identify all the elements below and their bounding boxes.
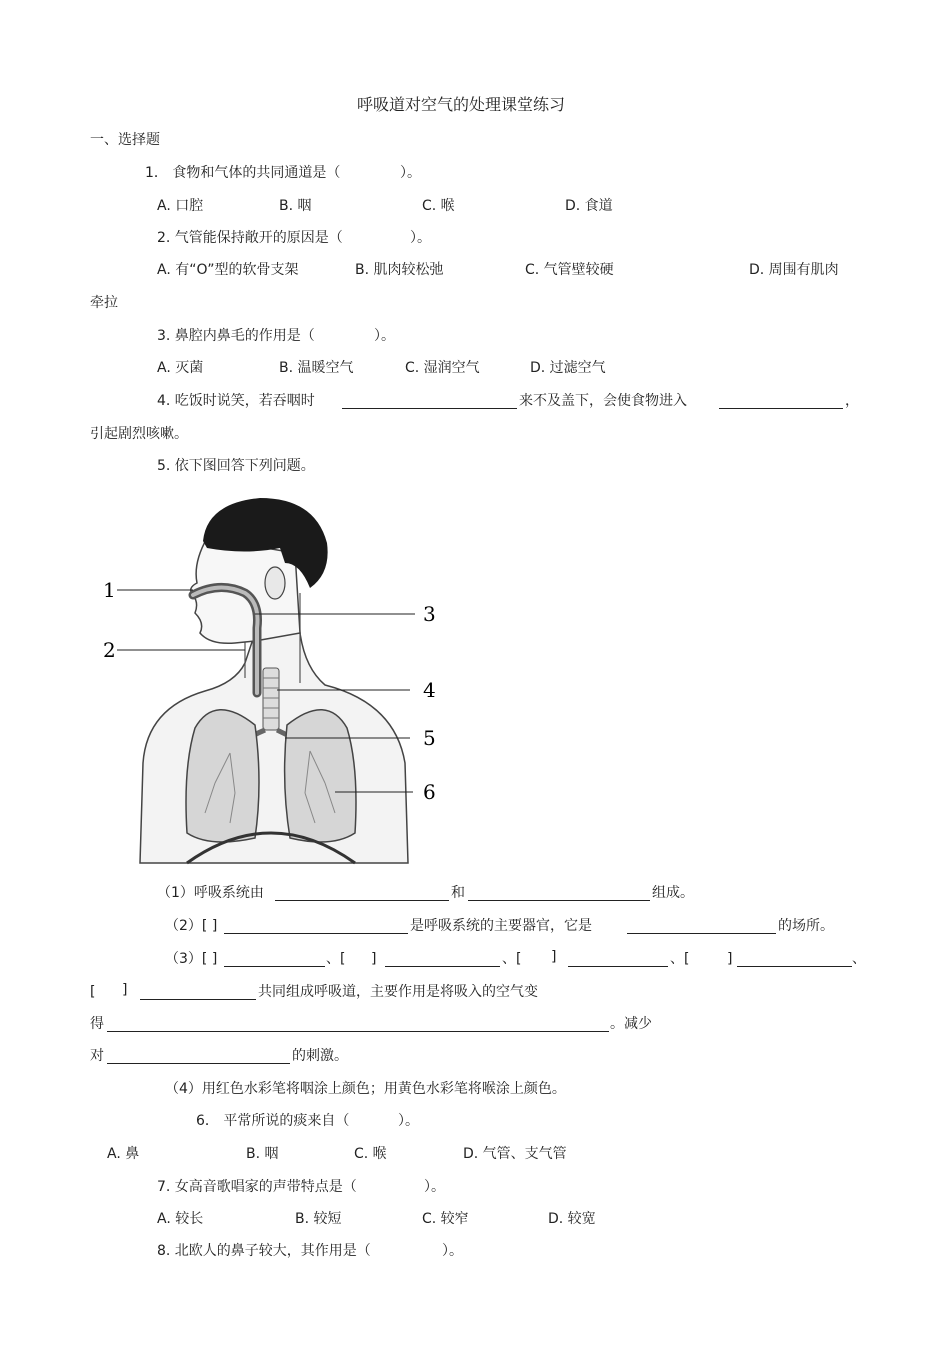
diagram-label-2: 2	[103, 638, 116, 662]
q5-sub3-blank-1[interactable]	[224, 952, 325, 967]
q5-stem: 5. 依下图回答下列问题。	[157, 458, 315, 474]
q7-option-c: C. 较窄	[422, 1211, 469, 1227]
q5-sub3-dui-end: 的刺激。	[292, 1048, 348, 1064]
q5-sub1-text-b: 和	[451, 885, 465, 901]
q5-sub3-close-2: ]	[551, 949, 557, 965]
q2-close: ）。	[410, 230, 431, 246]
diagram-label-1: 1	[103, 578, 116, 602]
q2-option-b: B. 肌肉较松弛	[355, 262, 444, 278]
q4-blank-2[interactable]	[719, 394, 843, 409]
q2-option-d-wrap: 牵拉	[90, 295, 118, 311]
q5-sub3-sep-1: 、[	[326, 951, 346, 967]
q3-stem: 3. 鼻腔内鼻毛的作用是（	[157, 328, 315, 344]
q8-stem: 8. 北欧人的鼻子较大，其作用是（	[157, 1243, 371, 1259]
q1-option-d: D. 食道	[565, 198, 613, 214]
q2-option-a: A. 有“O”型的软骨支架	[157, 262, 299, 278]
q8-close: ）。	[442, 1243, 463, 1259]
section-heading: 一、选择题	[90, 132, 160, 148]
q5-sub3-blank-6[interactable]	[107, 1017, 609, 1032]
q5-sub1-text-c: 组成。	[652, 885, 694, 901]
q2-stem: 2. 气管能保持敞开的原因是（	[157, 230, 343, 246]
q1-close: ）。	[400, 165, 421, 181]
q7-option-a: A. 较长	[157, 1211, 204, 1227]
q2-option-c: C. 气管壁较硬	[525, 262, 614, 278]
respiratory-system-diagram	[95, 493, 455, 868]
q5-sub2-text-b: 是呼吸系统的主要器官，它是	[410, 918, 592, 934]
q1-option-a: A. 口腔	[157, 198, 204, 214]
q3-close: ）。	[374, 328, 395, 344]
q5-sub2-blank-1[interactable]	[224, 919, 408, 934]
q5-sub3-sep-3: 、[	[670, 951, 690, 967]
q4-part3: ，	[845, 393, 859, 409]
q5-sub3-blank-3[interactable]	[568, 952, 668, 967]
q5-sub1-blank-1[interactable]	[275, 886, 449, 901]
diagram-label-4: 4	[423, 678, 436, 702]
q5-sub3-de-end: 。减少	[610, 1016, 652, 1032]
diagram-label-5: 5	[423, 726, 436, 750]
q4-part1: 4. 吃饭时说笑，若吞咽时	[157, 393, 315, 409]
q5-sub3-de: 得	[90, 1016, 104, 1032]
q1-option-c: C. 喉	[422, 198, 455, 214]
q5-sub2-blank-2[interactable]	[627, 919, 776, 934]
q7-stem: 7. 女高音歌唱家的声带特点是（	[157, 1179, 357, 1195]
q5-sub4: （4）用红色水彩笔将咽涂上颜色；用黄色水彩笔将喉涂上颜色。	[165, 1081, 566, 1097]
q5-sub2-text-a: （2）[ ]	[165, 918, 218, 934]
q3-option-c: C. 湿润空气	[405, 360, 480, 376]
q6-option-c: C. 喉	[354, 1146, 387, 1162]
q5-sub3-blank-2[interactable]	[385, 952, 500, 967]
q7-option-d: D. 较宽	[548, 1211, 596, 1227]
q7-option-b: B. 较短	[295, 1211, 342, 1227]
q2-option-d: D. 周围有肌肉	[749, 262, 839, 278]
q5-sub3-wrap-open: [	[90, 984, 96, 1000]
q4-wrap: 引起剧烈咳嗽。	[90, 426, 188, 442]
q6-close: ）。	[398, 1113, 419, 1129]
q5-sub3-sep-2: 、[	[502, 951, 522, 967]
q5-sub3-end: 、	[852, 951, 866, 967]
q1-stem: 1． 食物和气体的共同通道是（	[145, 165, 341, 181]
q5-sub3-close-1: ]	[371, 951, 377, 967]
q1-option-b: B. 咽	[279, 198, 312, 214]
q5-sub3-blank-5[interactable]	[140, 985, 256, 1000]
diagram-label-6: 6	[423, 780, 436, 804]
q4-blank-1[interactable]	[342, 394, 517, 409]
q5-sub1-text-a: （1）呼吸系统由	[157, 885, 264, 901]
q6-option-d: D. 气管、支气管	[463, 1146, 567, 1162]
q6-option-a: A. 鼻	[107, 1146, 140, 1162]
q5-sub3-close-3: ]	[727, 951, 733, 967]
q5-sub3-text-a: （3）[ ]	[165, 951, 218, 967]
q4-part2: 来不及盖下，会使食物进入	[519, 393, 687, 409]
q5-sub3-blank-4[interactable]	[737, 952, 852, 967]
q3-option-d: D. 过滤空气	[530, 360, 606, 376]
q3-option-a: A. 灭菌	[157, 360, 204, 376]
page-title: 呼吸道对空气的处理课堂练习	[357, 95, 566, 114]
q5-sub3-blank-7[interactable]	[107, 1049, 290, 1064]
diagram-label-3: 3	[423, 602, 436, 626]
q5-sub3-wrap-close: ]	[122, 982, 128, 998]
q6-option-b: B. 咽	[246, 1146, 279, 1162]
q5-sub3-wrap-text: 共同组成呼吸道，主要作用是将吸入的空气变	[258, 984, 538, 1000]
q7-close: ）。	[424, 1179, 445, 1195]
q5-sub3-dui: 对	[90, 1048, 104, 1064]
q5-sub2-text-c: 的场所。	[778, 918, 834, 934]
q5-sub1-blank-2[interactable]	[468, 886, 650, 901]
q6-stem: 6． 平常所说的痰来自（	[196, 1113, 350, 1129]
q3-option-b: B. 温暖空气	[279, 360, 354, 376]
